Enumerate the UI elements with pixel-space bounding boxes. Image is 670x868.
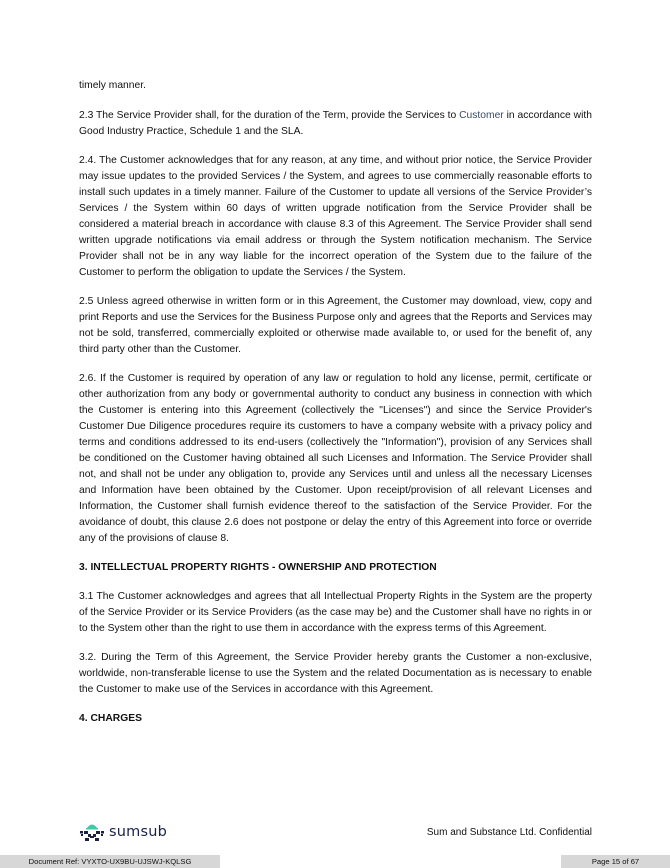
document-ref: Document Ref: VYXTO-UX9BU-UJSWJ-KQLSG — [0, 855, 220, 868]
clause-2-3 — [79, 108, 592, 140]
confidential-notice: Sum and Substance Ltd. Confidential — [426, 827, 592, 838]
logo-text: sumsub — [109, 824, 168, 840]
paragraph-continuation: timely manner. — [79, 80, 146, 91]
clause-2-3-text-a: 2.3 The Service Provider shall, for the duration of the Term, provide the Services to — [79, 110, 460, 121]
clause-3-1: 3.1 The Customer acknowledges and agrees that all Intellectual Property Rights in the System are the property of the Service Provider or its Service Providers (as the case may be) and the Customer shall have no rights in or to the System other than the right to use them in accordance with the express terms of this Agreement. — [79, 591, 592, 634]
clause-2-3-text-b: in accordance with Good Industry Practice, Schedule 1 and the SLA. — [79, 110, 592, 137]
section-4-heading: 4. CHARGES — [79, 713, 142, 724]
clause-2-5: 2.5 Unless agreed otherwise in written form or in this Agreement, the Customer may download, view, copy and print Reports and use the Services for the Business Purpose only and agrees that the Reports and Services may not be sold, transferred, commercially exploited or otherwise made available to, or used for the benefit of, any third party other than the Customer. — [79, 296, 592, 355]
clause-3-2: 3.2. During the Term of this Agreement, the Service Provider hereby grants the Customer a non-exclusive, worldwide, non-transferable license to use the System and the related Documentation as is necessary to enable the Customer to make use of the Services in accordance with this Agreement. — [79, 652, 592, 695]
clause-2-3-customer-term: Customer — [459, 110, 504, 121]
sumsub-logo-icon — [79, 821, 105, 843]
sumsub-logo — [79, 820, 167, 844]
page-indicator: Page 15 of 67 — [561, 855, 670, 868]
section-3-heading: 3. INTELLECTUAL PROPERTY RIGHTS - OWNERSHIP AND PROTECTION — [79, 562, 437, 573]
clause-2-6: 2.6. If the Customer is required by operation of any law or regulation to hold any license, permit, certificate or other authorization from any body or governmental authority to conduct any business in connection with which the Customer is entering into this Agreement (collectively the "Licenses") and since the Service Provider's Customer Due Diligence procedures require its customers to have a company website with a privacy policy and terms and conditions addressed to its end-users (collectively the "Information"), provision of any Services shall be conditioned on the Customer having obtained all such Licenses and Information. The Service Provider shall not, and shall not be under any obligation to, provide any Services until and unless all the necessary Licenses and Information have been obtained by the Customer. Upon receipt/provision of all relevant Licenses and Information, the Customer shall furnish evidence thereof to the satisfaction of the Service Provider. For the avoidance of doubt, this clause 2.6 does not postpone or delay the entry of this Agreement into force or override any of the provisions of clause 8. — [79, 373, 592, 544]
clause-2-4: 2.4. The Customer acknowledges that for any reason, at any time, and without prior notice, the Service Provider may issue updates to the provided Services / the System, and agrees to use commercially reasonable efforts to install such updates in a timely manner. Failure of the Customer to update all versions of the Service Provider’s Services / the System within 60 days of written upgrade notification from the Service Provider shall be considered a material breach in accordance with clause 8.3 of this Agreement. The Service Provider shall send written upgrade notifications via email address or through the System notification mechanism. The Service Provider shall not be in any way liable for the incorrect operation of the System due to the failure of the Customer to perform the obligation to update the Services / the System. — [79, 155, 592, 278]
document-body — [79, 78, 592, 740]
